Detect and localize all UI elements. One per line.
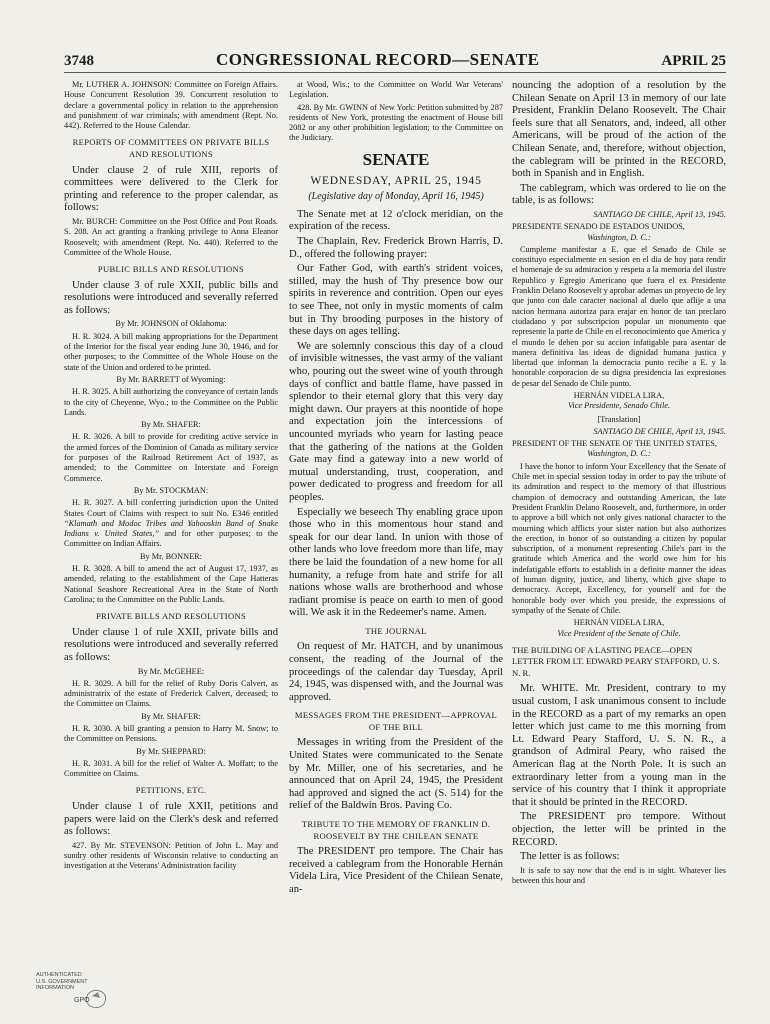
paragraph: The Senate met at 12 o'clock meridian, on the expiration of the recess.	[289, 208, 503, 233]
cable-body-english: I have the honor to inform Your Excellency that the Senate of Chile met in special session today in order to pay the tribute of its admiration and respect to the memory of that illustrious champion of democracy and outstanding American, the late President Franklin Delano Roosevelt, and, furthermore, in order to approve a bill which not only gives national character to the mourning which afflicts your sister nation but also authorizes the erection, in honor of so outstanding a citizen by popular subscription, of a monument representing Chile's part in the gratitude which America and the world owe him for his indefatigable efforts to establish in a definite manner the ideas of human dignity, justice, and liberty, which give shape to democracy. Accept, Excellency, for yourself and for the honorable body over which you preside, the expressions of sympathy of the Senate of Chile.	[512, 461, 726, 615]
section-heading: TRIBUTE TO THE MEMORY OF FRANKLIN D. ROOSEVELT BY THE CHILEAN SENATE	[301, 819, 491, 841]
cable-signature: HERNÁN VIDELA LIRA,	[573, 618, 665, 628]
seal-text: U.S. GOVERNMENT	[36, 978, 88, 985]
paragraph: at Wood, Wis.; to the Committee on World War Veterans' Legislation.	[289, 80, 503, 100]
paragraph: The cablegram, which was ordered to lie on the table, is as follows:	[512, 182, 726, 207]
translation-label: [Translation]	[597, 414, 641, 424]
paragraph: It is safe to say now that the end is in sight. Whatever lies between this hour and	[512, 865, 726, 886]
section-heading: PUBLIC BILLS AND RESOLUTIONS	[97, 264, 245, 275]
sponsor-line: By Mr. McGEHEE:	[137, 666, 205, 676]
cable-signature: HERNÁN VIDELA LIRA,	[573, 390, 665, 400]
paragraph: Mr. BURCH: Committee on the Post Office and Post Roads. S. 208. An act granting a franking privilege to Anna Eleanor Roosevelt; with amendment (Rept. No. 440). Referred to the Committee of the Whole House.	[64, 216, 278, 257]
prayer-paragraph: We are solemnly conscious this day of a cloud of invisible witnesses, the vast army of the valiant who, pouring out the sweet wine of youth through days of conflict and battle flame, have passed in splendor to their eternal glory that this very day might dawn. Our prayers at this noontide of hope and expectation join the intercessions of uncounted myriads who yearn for lasting peace that the gathering of the nations at the Golden Gate may find a gateway into a new world of mutual understanding, trust, cooperation, and power dedicated to progress and freedom for all peoples.	[289, 340, 503, 503]
paragraph: H. R. 3025. A bill authorizing the conveyance of certain lands to the city of Cheyenne, Wyo.; to the Committee on the Public Lands.	[64, 387, 278, 417]
session-date: WEDNESDAY, APRIL 25, 1945	[310, 174, 482, 187]
paragraph: The PRESIDENT pro tempore. The Chair has received a cablegram from the Honorable Hernán Videla Lira, Vice President of the Chilean Senate, an-	[289, 846, 503, 895]
cable-address: Washington, D. C.:	[587, 449, 651, 459]
sponsor-line: By Mr. JOHNSON of Oklahoma:	[115, 319, 227, 329]
paragraph: H. R. 3026. A bill to provide for crediting active service in the armed forces of the Dominion of Canada as military service for purposes of the Railroad Retirement Act of 1937, as amended; to the Committee on Interstate and Foreign Commerce.	[64, 432, 278, 483]
seal-text: AUTHENTICATED	[36, 972, 82, 978]
section-heading: THE BUILDING OF A LASTING PEACE—OPEN LETTER FROM LT. EDWARD PEARY STAFFORD, U. S. N. R.	[512, 644, 720, 678]
sponsor-line: By Mr. SHEPPARD:	[136, 746, 206, 756]
paragraph: H. R. 3024. A bill making appropriations for the Department of the Interior for the fiscal year ending June 30, 1946, and for other purposes; to the Committee of the Whole House on the state of the Union and ordered to be printed.	[64, 331, 278, 372]
prayer-paragraph: Our Father God, with earth's strident voices, stilled, may the hush of Thy presence bow our spirits in reverence and contrition. Open our eyes to see Thee, not only in mystic moments of calm but in Thy brooding purposes in the history of these days on ages telling.	[289, 263, 503, 338]
paragraph: The PRESIDENT pro tempore. Without objection, the letter will be printed in the RECORD.	[512, 811, 726, 848]
cable-address: Washington, D. C.:	[587, 232, 651, 242]
paragraph: Mr. LUTHER A. JOHNSON: Committee on Foreign Affairs. House Concurrent Resolution 39. Concurrent resolution to declare a governmental policy in relation to the apprehension and punishment of war criminals; with amendment (Rept. No. 442). Referred to the House Calendar.	[64, 80, 278, 131]
paragraph: Under clause 1 of rule XXII, petitions and papers were laid on the Clerk's desk and referred as follows:	[64, 801, 278, 838]
paragraph: nouncing the adoption of a resolution by the Chilean Senate on April 13 in memory of our late President, Franklin Delano Roosevelt. The Chair feels sure that all Senators, and, indeed, all other Americans, will be proud of the action of the Chilean Senate, and, therefore, without objection, the cablegram will be printed in the RECORD, both in Spanish and in English.	[512, 80, 726, 180]
chamber-heading: SENATE	[362, 149, 430, 169]
section-heading: THE JOURNAL	[365, 625, 427, 636]
cable-signature-title: Vice President of the Senate of Chile.	[557, 628, 681, 638]
journal-title: CONGRESSIONAL RECORD—SENATE	[215, 50, 540, 69]
cable-signature-title: Vice Presidente, Senado Chile.	[567, 401, 671, 411]
text-run: H. R. 3027. A bill conferring jurisdiction upon the United States Court of Claims with respect to suit No. E346 entitled	[64, 498, 278, 518]
cable-dateline: SANTIAGO DE CHILE, April 13, 1945.	[593, 209, 726, 219]
gpo-authentication-seal	[36, 968, 116, 1016]
paragraph: H. R. 3030. A bill granting a pension to Harry M. Snow; to the Committee on Pensions.	[64, 724, 278, 744]
paragraph: 428. By Mr. GWINN of New York: Petition submitted by 287 residents of New York, protesting the enactment of House bill 2082 or any other prohibition legislation; to the Committee on the Judiciary.	[289, 102, 503, 143]
issue-date: APRIL 25	[661, 53, 726, 69]
paragraph: Under clause 1 of rule XXII, private bills and resolutions were introduced and severally referred as follows:	[64, 626, 278, 663]
cable-address: PRESIDENTE SENADO DE ESTADOS UNIDOS,	[512, 222, 685, 232]
paragraph: The letter is as follows:	[520, 851, 620, 863]
sponsor-line: By Mr. STOCKMAN:	[133, 485, 209, 495]
section-heading: PETITIONS, ETC.	[135, 785, 207, 796]
paragraph: H. R. 3031. A bill for the relief of Walter A. Moffatt; to the Committee on Claims.	[64, 758, 278, 779]
sponsor-line: By Mr. BARRETT of Wyoming:	[116, 374, 226, 384]
section-heading: MESSAGES FROM THE PRESIDENT—APPROVAL OF THE BILL	[294, 710, 498, 732]
page-number: 3748	[64, 53, 94, 69]
cable-body-spanish: Cumpleme manifestar a E. que el Senado de Chile se constituyo especialmente en sesion en el dia de hoy para rendir el homenaje de su admiracion y respeta a la memoria del ilustre Republico y Egregio Americano que fuera el ex Presidente Franklin Delano Roosevelt y aprobar ademas un proyecto de ley que junto con dale caracter nacional al duelo que aflije a una nacion hermana autoriza para erajar en honor de tan preclaro ciudadano y por subscripcion popular un monumento que represente la parte de Chile en el reconocimiento que America y el mundo le deben por su accion infatigable para asentar de manera definitiva las ideas de dignidad humana justica y libertad que informan la democracia punto recibe a E. y la honorable corporacion de su digna presidencia las expresiones de pesar del Senado de Chile punto.	[512, 244, 726, 388]
section-heading: REPORTS OF COMMITTEES ON PRIVATE BILLS AND RESOLUTIONS	[72, 137, 270, 160]
sponsor-line: By Mr. BONNER:	[139, 551, 202, 561]
prayer-paragraph: Especially we beseech Thy enabling grace upon those who in this momentous hour stand and speak for our dear land. In union with those of other lands who love freedom more than life, may there be laid the foundation of a new home for all humanity, a refuge from hate and strife for all nations whose walls are brotherhood and whose radiant promise is peace on earth to men of good will. We ask it in the Redeemer's name. Amen.	[289, 506, 503, 619]
paragraph: Under clause 2 of rule XIII, reports of committees were delivered to the Clerk for printing and reference to the proper calendar, as follows:	[64, 164, 278, 214]
sponsor-line: By Mr. SHAFER:	[141, 420, 201, 430]
paragraph: H. R. 3028. A bill to amend the act of August 17, 1937, as amended, relating to the establishment of the Cape Hatteras National Seashore Recreational Area in the State of North Carolina; to the Committee on the Public Lands.	[64, 564, 278, 604]
text-run: and for other purposes; to the Committee on Indian Affairs.	[64, 529, 278, 549]
paragraph: Mr. WHITE. Mr. President, contrary to my usual custom, I ask unanimous consent to include in the RECORD as a part of my remarks an open letter which just came to me this morning from Lt. Edward Peary Stafford, U. S. N. R., a grandson of Admiral Peary, who raised the American flag at the North Pole. It is such an extraordinary letter from a young man in the service of his country that I think it appropriate that it should be printed in the RECORD.	[512, 683, 726, 808]
case-title: “Klamath and Modoc Tribes and Yahooskin Band of Snake Indians v. United States,”	[64, 518, 278, 539]
paragraph: Messages in writing from the President of the United States were communicated to the Senate by Mr. Miller, one of his secretaries, and he announced that on April 24, 1945, the President had approved and signed the act (S. 514) for the relief of the Baldwin Bros. Paving Co.	[289, 737, 503, 812]
column-right	[512, 80, 726, 980]
section-heading: PRIVATE BILLS AND RESOLUTIONS	[95, 611, 247, 622]
paragraph: 427. By Mr. STEVENSON: Petition of John L. May and sundry other residents of Wisconsin relative to conducting an investigation at the Veterans' Administration facility	[64, 840, 278, 871]
seal-text: INFORMATION	[36, 985, 75, 991]
paragraph: On request of Mr. HATCH, and by unanimous consent, the reading of the Journal of the proceedings of the calendar day Tuesday, April 24, 1945, was dispensed with, and the Journal was approved.	[289, 641, 503, 703]
paragraph: H. R. 3029. A bill for the relief of Ruby Doris Calvert, as administratrix of the estate of Frederick Calvert, deceased; to the Committee on Claims.	[64, 678, 278, 709]
sponsor-line: By Mr. SHAFER:	[141, 711, 201, 721]
column-left	[64, 80, 278, 980]
cable-dateline: SANTIAGO DE CHILE, April 13, 1945.	[593, 426, 726, 436]
paragraph: Under clause 3 of rule XXII, public bills and resolutions were introduced and severally referred as follows:	[64, 279, 278, 316]
cable-address: PRESIDENT OF THE SENATE OF THE UNITED STATES,	[512, 439, 717, 449]
paragraph	[64, 498, 278, 549]
running-header	[64, 50, 726, 73]
legislative-day: (Legislative day of Monday, April 16, 1945)	[308, 191, 484, 203]
paragraph: The Chaplain, Rev. Frederick Brown Harris, D. D., offered the following prayer:	[289, 236, 503, 260]
column-middle	[289, 80, 503, 980]
seal-mark: GPO	[74, 997, 90, 1004]
